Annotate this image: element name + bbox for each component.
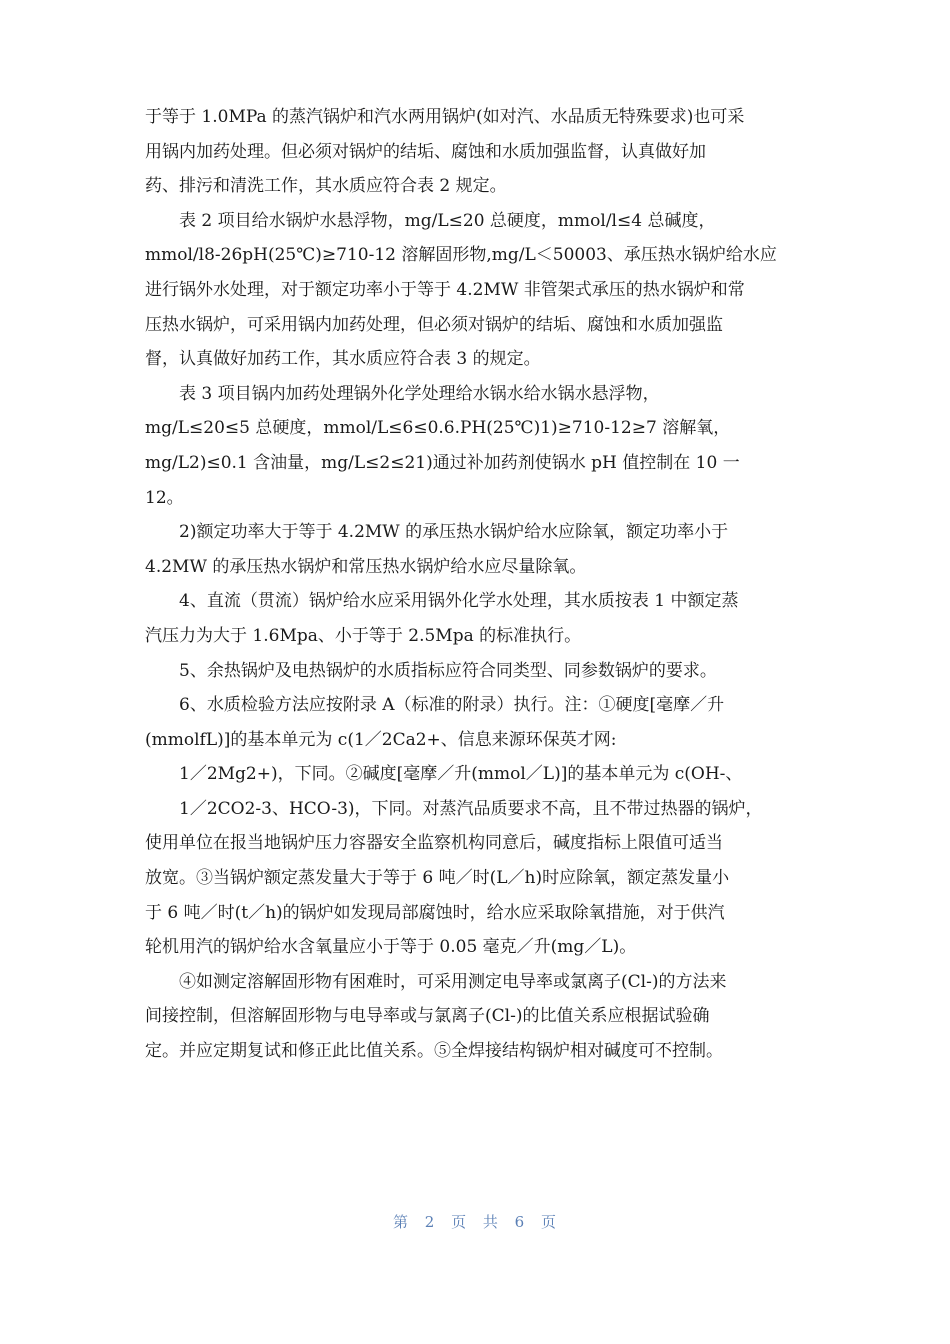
text-line: 5、余热锅炉及电热锅炉的水质指标应符合同类型、同参数锅炉的要求。	[179, 660, 717, 681]
text-line: 1／2CO2-3、HCO-3)，下同。对蒸汽品质要求不高，且不带过热器的锅炉，	[179, 798, 763, 819]
text-line: 放宽。③当锅炉额定蒸发量大于等于 6 吨／时(L／h)时应除氧，额定蒸发量小	[145, 868, 730, 889]
text-line: 表 3 项目锅内加药处理锅外化学处理给水锅水给水锅水悬浮物，	[179, 383, 660, 404]
text-line: 间接控制，但溶解固形物与电导率或与氯离子(Cl-)的比值关系应根据试验确	[145, 1006, 710, 1027]
text-line: 汽压力为大于 1.6Mpa、小于等于 2.5Mpa 的标准执行。	[145, 625, 582, 646]
text-line: 使用单位在报当地锅炉压力容器安全监察机构同意后，碱度指标上限值可适当	[145, 833, 723, 854]
document-body	[145, 100, 810, 1069]
text-line: 用锅内加药处理。但必须对锅炉的结垢、腐蚀和水质加强监督，认真做好加	[145, 141, 706, 162]
text-line: 于 6 吨／时(t／h)的锅炉如发现局部腐蚀时，给水应采取除氧措施，对于供汽	[145, 902, 725, 923]
text-line: 药、排污和清洗工作，其水质应符合表 2 规定。	[145, 176, 507, 197]
text-line: mg/L2)≤0.1 含油量，mg/L≤2≤21)通过补加药剂使锅水 pH 值控制在 10 一	[145, 452, 740, 473]
text-line: 压热水锅炉，可采用锅内加药处理，但必须对锅炉的结垢、腐蚀和水质加强监	[145, 314, 723, 335]
text-line: 1／2Mg2+)，下同。②碱度[毫摩／升(mmol／L)]的基本单元为 c(OH-、	[179, 764, 743, 785]
text-line: 12。	[145, 487, 184, 508]
text-line: ④如测定溶解固形物有困难时，可采用测定电导率或氯离子(Cl-)的方法来	[179, 971, 727, 992]
text-line: 轮机用汽的锅炉给水含氧量应小于等于 0.05 毫克／升(mg／L)。	[145, 937, 637, 958]
text-line: 2)额定功率大于等于 4.2MW 的承压热水锅炉给水应除氧，额定功率小于	[179, 522, 729, 543]
text-line: 督，认真做好加药工作，其水质应符合表 3 的规定。	[145, 349, 541, 370]
text-line: 进行锅外水处理，对于额定功率小于等于 4.2MW 非管架式承压的热水锅炉和常	[145, 279, 745, 300]
text-line: 6、水质检验方法应按附录 A（标准的附录）执行。注：①硬度[毫摩／升	[179, 695, 725, 716]
text-line: 于等于 1.0MPa 的蒸汽锅炉和汽水两用锅炉(如对汽、水品质无特殊要求)也可采	[145, 107, 745, 127]
text-line: 表 2 项目给水锅炉水悬浮物，mg/L≤20 总硬度，mmol/l≤4 总碱度，	[179, 210, 716, 231]
text-line: mmol/l8-26pH(25℃)≥710-12 溶解固形物,mg/L＜50003、承压热水锅炉给水应	[145, 245, 777, 266]
text-line: mg/L≤20≤5 总硬度，mmol/L≤6≤0.6.PH(25℃)1)≥710-12≥7 溶解氧，	[145, 418, 731, 439]
text-line: 4、直流（贯流）锅炉给水应采用锅外化学水处理，其水质按表 1 中额定蒸	[179, 591, 739, 612]
text-line: 定。并应定期复试和修正此比值关系。⑤全焊接结构锅炉相对碱度可不控制。	[145, 1041, 723, 1062]
text-line: (mmolfL)]的基本单元为 c(1／2Ca2+、信息来源环保英才网:	[145, 729, 617, 750]
text-line: 4.2MW 的承压热水锅炉和常压热水锅炉给水应尽量除氧。	[145, 556, 587, 577]
page-footer: 第 2 页 共 6 页	[393, 1213, 557, 1231]
